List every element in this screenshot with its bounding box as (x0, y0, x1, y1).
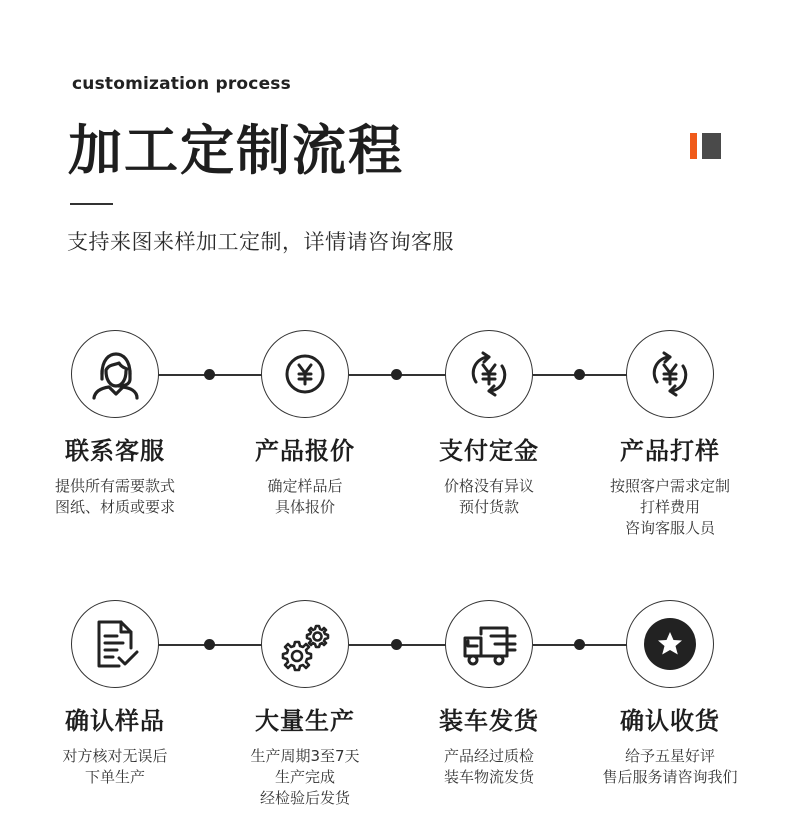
step-circle (261, 330, 349, 418)
step-circle (626, 330, 714, 418)
step-shipping (399, 600, 579, 788)
yen-refresh-icon (640, 344, 700, 404)
step-circle (445, 330, 533, 418)
step-circle (445, 600, 533, 688)
yen-refresh-icon (459, 344, 519, 404)
step-quotation (215, 330, 395, 518)
step-title: 装车发货 (439, 707, 539, 735)
step-title: 产品报价 (255, 437, 355, 465)
step-title: 联系客服 (65, 437, 165, 465)
step-confirm-sample (25, 600, 205, 788)
delivery-truck-icon (459, 614, 519, 674)
document-check-icon (85, 614, 145, 674)
step-deposit (399, 330, 579, 518)
step-title: 产品打样 (620, 437, 720, 465)
grey-bar (702, 133, 721, 159)
decoration-bars (690, 133, 721, 159)
step-circle (71, 600, 159, 688)
title-underline (70, 203, 113, 205)
step-sampling (580, 330, 760, 539)
customer-service-icon (85, 344, 145, 404)
connector-dot (204, 639, 215, 650)
step-description: 产品经过质检 装车物流发货 (443, 747, 534, 786)
step-description: 价格没有异议 预付货款 (443, 477, 534, 516)
step-title: 确认收货 (620, 707, 720, 735)
step-mass-production (215, 600, 395, 809)
gears-icon (275, 614, 335, 674)
step-description: 提供所有需要款式 图纸、材质或要求 (54, 477, 175, 516)
step-confirm-receipt (580, 600, 760, 788)
step-title: 大量生产 (255, 707, 355, 735)
step-circle (261, 600, 349, 688)
step-contact-service (25, 330, 205, 518)
step-description: 按照客户需求定制 打样费用 咨询客服人员 (609, 477, 730, 537)
star-badge-icon (640, 614, 700, 674)
step-description: 确定样品后 具体报价 (267, 477, 343, 516)
step-description: 对方核对无误后 下单生产 (62, 747, 168, 786)
yen-coin-icon (275, 344, 335, 404)
page-title: 加工定制流程 (68, 119, 404, 182)
connector-dot (204, 369, 215, 380)
step-title: 确认样品 (65, 707, 165, 735)
step-circle (71, 330, 159, 418)
step-description: 给予五星好评 售后服务请咨询我们 (602, 747, 738, 786)
step-title: 支付定金 (439, 437, 539, 465)
orange-bar (690, 133, 697, 159)
description: 支持来图来样加工定制，详情请咨询客服 (67, 230, 454, 254)
subtitle-en: customization process (72, 74, 291, 94)
step-circle (626, 600, 714, 688)
step-description: 生产周期3至7天 生产完成 经检验后发货 (250, 747, 360, 807)
